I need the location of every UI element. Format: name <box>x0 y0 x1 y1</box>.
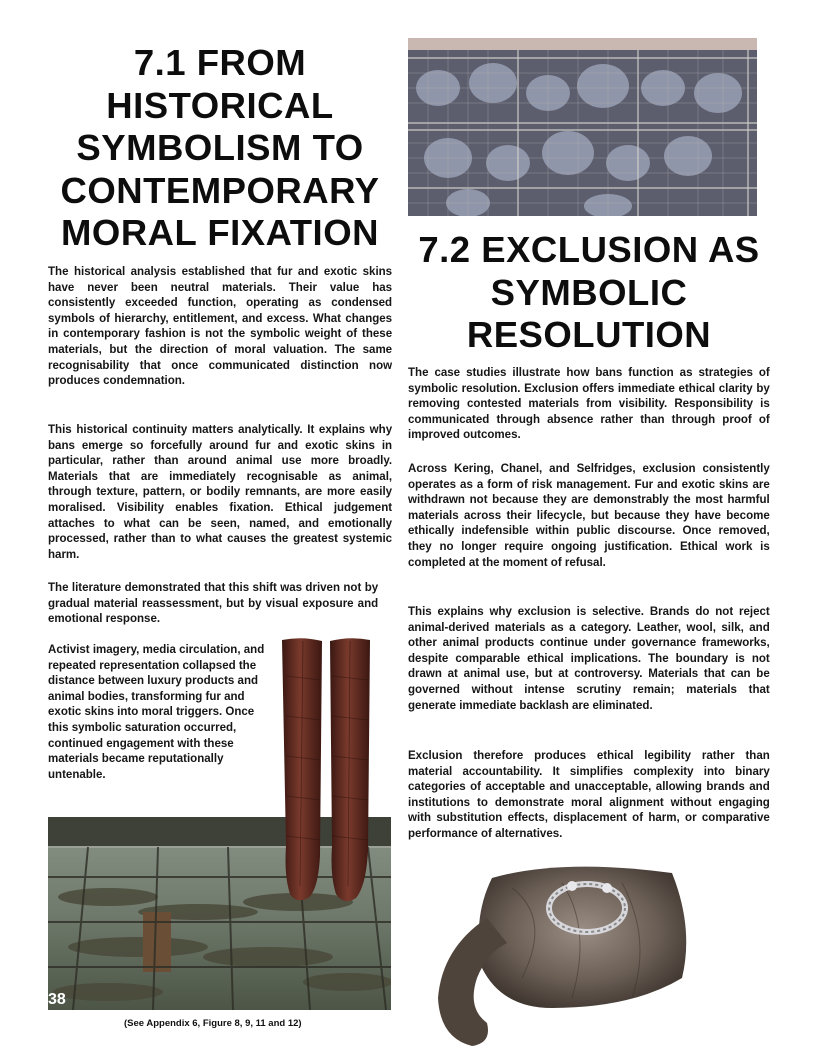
fur-bag-photo <box>432 858 694 1048</box>
section-7-2-paragraph-2: Across Kering, Chanel, and Selfridges, exclusion consistently operates as a form of risk management. Fur and exotic skins are withdrawn not because they are demonstrably the most harmful materials across their lifecycle, but because they have become ethically indefensible within public discourse. Once removed, they no longer require ongoing justification. Ethical work is completed at the moment of refusal. <box>408 461 770 569</box>
section-7-1-paragraph-4: Activist imagery, media circulation, and repeated representation collapsed the distance between luxury products and animal bodies, transforming fur and exotic skins into moral triggers. Once this symbolic saturation occurred, continued engagement with these materials became reputationally untenable. <box>48 642 265 781</box>
section-7-2-paragraph-4: Exclusion therefore produces ethical legibility rather than material accountability. It simplifies complexity into binary categories of acceptable and unacceptable, allowing brands and institutions to demonstrate moral alignment without engaging with substitution effects, displacement of harm, or comparative performance of alternatives. <box>408 748 770 840</box>
section-7-1-title: 7.1 FROM HISTORICAL SYMBOLISM TO CONTEMPORARY MORAL FIXATION <box>60 42 380 253</box>
section-7-1-paragraph-2: This historical continuity matters analytically. It explains why bans emerge so forcefully around fur and exotic skins in particular, rather than around animal use more broadly. Materials that are immediately recognisable as animal, through texture, pattern, or bodily remnants, are more easily moralised. Visibility enables fixation. Ethical judgement attaches to what can be seen, named, and emotionally processed, rather than to what causes the greatest systemic harm. <box>48 422 393 561</box>
caged-animals-photo <box>408 38 757 216</box>
section-7-1-paragraph-3: The literature demonstrated that this shift was driven not by gradual material reassessment, but by visual exposure and emotional response. <box>48 580 379 626</box>
page-number: 38 <box>48 991 66 1008</box>
section-7-2-paragraph-3: This explains why exclusion is selective. Brands do not reject animal-derived materials as a category. Leather, wool, silk, and other animal products continue under governance frameworks, despite comparable ethical implications. The boundary is not drawn at animal use, but at controversy. Materials that can be governed without intense scrutiny remain; materials that generate immediate backlash are eliminated. <box>408 604 770 712</box>
figure-caption: (See Appendix 6, Figure 8, 9, 11 and 12) <box>124 1018 302 1029</box>
crocodile-boots-photo <box>278 636 374 908</box>
section-7-2-title: 7.2 EXCLUSION AS SYMBOLIC RESOLUTION <box>418 229 760 355</box>
section-7-2-paragraph-1: The case studies illustrate how bans function as strategies of symbolic resolution. Exclusion offers immediate ethical clarity by removing contested materials from visibility. Responsibility is communicated through absence rather than through proof of improved outcomes. <box>408 365 770 442</box>
section-7-1-paragraph-1: The historical analysis established that fur and exotic skins have never been neutral materials. Their value has consistently exceeded function, operating as condensed symbols of hierarchy, entitlement, and excess. What changes in contemporary fashion is not the symbolic weight of these materials, but the direction of moral valuation. The same recognisability that once communicated distinction now produces condemnation. <box>48 264 393 388</box>
